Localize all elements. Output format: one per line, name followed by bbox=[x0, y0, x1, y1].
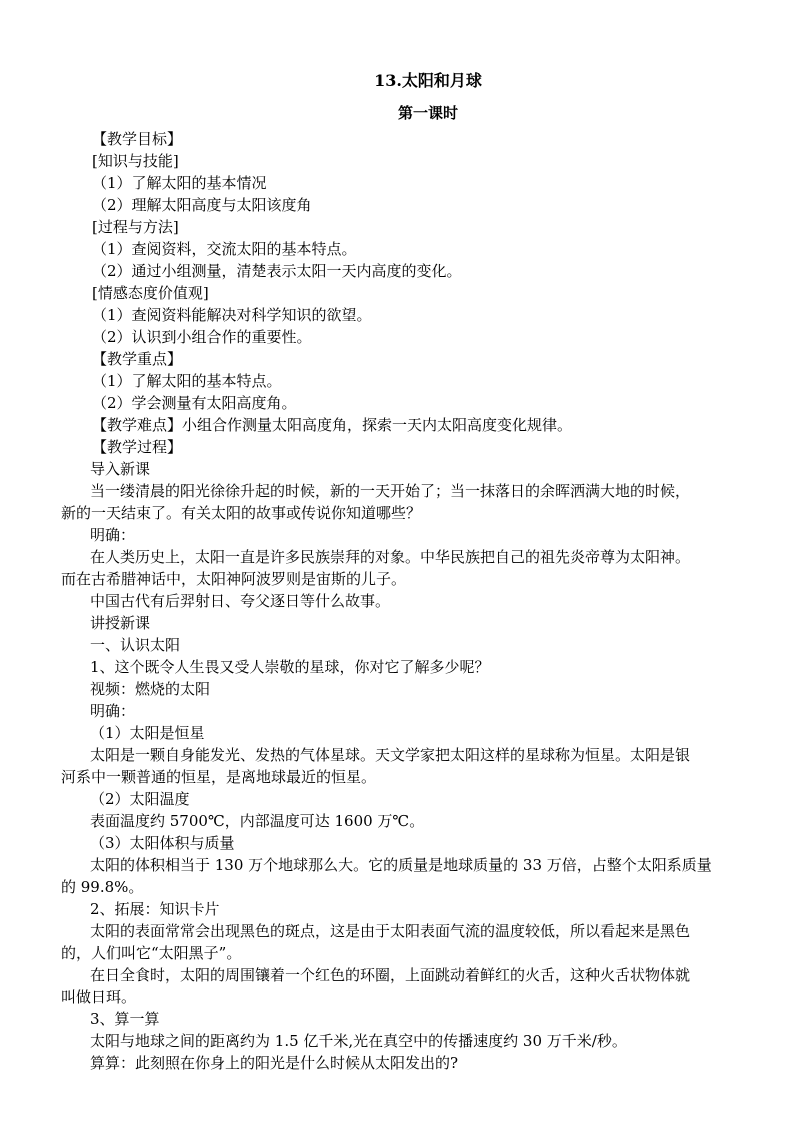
paragraph-line: 明确： bbox=[90, 526, 136, 544]
paragraph-line: 当一缕清晨的阳光徐徐升起的时候，新的一天开始了；当一抹落日的余晖洒满大地的时候， bbox=[90, 482, 691, 500]
paragraph-line: 算算：此刻照在你身上的阳光是什么时候从太阳发出的? bbox=[90, 1054, 459, 1072]
list-item: （2）理解太阳高度与太阳该度角 bbox=[92, 196, 312, 214]
list-item: （1）查阅资料，交流太阳的基本特点。 bbox=[92, 240, 357, 258]
paragraph-heading: 3、算一算 bbox=[90, 1010, 160, 1028]
paragraph-line: 1、这个既令人生畏又受人崇敬的星球，你对它了解多少呢？ bbox=[90, 658, 490, 676]
paragraph-line: 的 99.8%。 bbox=[61, 878, 144, 896]
paragraph-line: 明确： bbox=[90, 702, 136, 720]
list-item: （2）太阳温度 bbox=[90, 790, 190, 808]
paragraph-heading: 一、认识太阳 bbox=[90, 636, 181, 654]
list-item: （3）太阳体积与质量 bbox=[90, 834, 235, 852]
paragraph-line: 在人类历史上，太阳一直是许多民族崇拜的对象。中华民族把自己的祖先炎帝尊为太阳神。 bbox=[90, 548, 691, 566]
section-heading-process: 【教学过程】 bbox=[92, 438, 183, 456]
paragraph-heading: 讲授新课 bbox=[90, 614, 151, 632]
list-item: （2）认识到小组合作的重要性。 bbox=[92, 328, 312, 346]
sub-heading-attitude: [情感态度价值观] bbox=[92, 284, 209, 302]
sub-heading-knowledge: [知识与技能] bbox=[92, 152, 179, 170]
list-item: （1）太阳是恒星 bbox=[90, 724, 205, 742]
paragraph-line: 叫做日珥。 bbox=[61, 988, 137, 1006]
paragraph-line: 表面温度约 5700℃，内部温度可达 1600 万℃。 bbox=[90, 812, 425, 830]
paragraph-line: 太阳是一颗自身能发光、发热的气体星球。天文学家把太阳这样的星球称为恒星。太阳是银 bbox=[90, 746, 691, 764]
section-heading-key-points: 【教学重点】 bbox=[92, 350, 183, 368]
section-heading-difficulty: 【教学难点】小组合作测量太阳高度角，探索一天内太阳高度变化规律。 bbox=[92, 416, 573, 434]
list-item: （1）了解太阳的基本特点。 bbox=[92, 372, 282, 390]
paragraph-line: 太阳的表面常常会出现黑色的斑点，这是由于太阳表面气流的温度较低，所以看起来是黑色 bbox=[90, 922, 691, 940]
paragraph-heading: 导入新课 bbox=[90, 460, 151, 478]
paragraph-line: 中国古代有后羿射日、夸父逐日等什么故事。 bbox=[90, 592, 391, 610]
paragraph-line: 河系中一颗普通的恒星，是离地球最近的恒星。 bbox=[61, 768, 377, 786]
paragraph-line: 在日全食时，太阳的周围镶着一个红色的环圈，上面跳动着鲜红的火舌，这种火舌状物体就 bbox=[90, 966, 691, 984]
list-item: （2）通过小组测量，清楚表示太阳一天内高度的变化。 bbox=[92, 262, 462, 280]
paragraph-line: 新的一天结束了。有关太阳的故事或传说你知道哪些？ bbox=[61, 504, 422, 522]
paragraph-line: 的，人们叫它“太阳黑子”。 bbox=[61, 944, 242, 962]
paragraph-line: 太阳的体积相当于 130 万个地球那么大。它的质量是地球质量的 33 万倍，占整个太阳系质量 bbox=[90, 856, 712, 874]
sub-heading-process: [过程与方法] bbox=[92, 218, 179, 236]
document-title: 13.太阳和月球 bbox=[374, 71, 482, 90]
list-item: （1）了解太阳的基本情况 bbox=[92, 174, 267, 192]
paragraph-line: 而在古希腊神话中，太阳神阿波罗则是宙斯的儿子。 bbox=[61, 570, 407, 588]
paragraph-line: 太阳与地球之间的距离约为 1.5 亿千米,光在真空中的传播速度约 30 万千米/秒。 bbox=[90, 1032, 627, 1050]
paragraph-line: 视频：燃烧的太阳 bbox=[90, 680, 211, 698]
list-item: （2）学会测量有太阳高度角。 bbox=[92, 394, 297, 412]
paragraph-heading: 2、拓展：知识卡片 bbox=[90, 900, 220, 918]
list-item: （1）查阅资料能解决对科学知识的欲望。 bbox=[92, 306, 372, 324]
document-subtitle: 第一课时 bbox=[397, 104, 458, 122]
document-page bbox=[61, 70, 768, 1074]
section-heading-objectives: 【教学目标】 bbox=[92, 130, 183, 148]
